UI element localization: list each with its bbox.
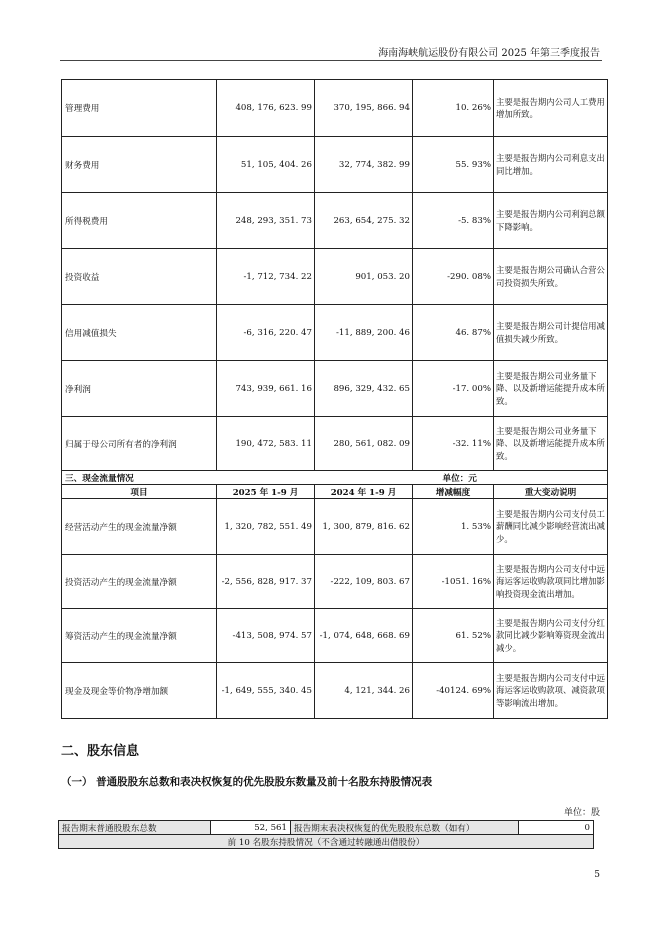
financial-table — [61, 79, 608, 719]
row-change: -32. 11% — [413, 417, 494, 471]
row-change: -290. 08% — [413, 249, 494, 305]
row-item: 现金及现金等价物净增加额 — [62, 663, 217, 719]
page-number: 5 — [594, 870, 600, 880]
row-note: 主要是报告期公司确认合营公司投资损失所致。 — [494, 249, 608, 305]
row-previous: -1, 074, 648, 668. 69 — [315, 609, 413, 663]
row-change: 1. 53% — [413, 499, 494, 555]
table-row — [62, 609, 608, 663]
row-previous: 263, 654, 275. 32 — [315, 193, 413, 249]
row-note: 主要是报告期内公司支付员工薪酬同比减少影响经营流出减少。 — [494, 499, 608, 555]
cash-flow-rows — [62, 499, 608, 719]
row-change: -5. 83% — [413, 193, 494, 249]
table-row — [62, 663, 608, 719]
header-rule — [60, 60, 602, 61]
row-item: 所得税费用 — [62, 193, 217, 249]
table-row — [62, 193, 608, 249]
row-previous: 901, 053. 20 — [315, 249, 413, 305]
row-note: 主要是报告期内公司利润总额下降影响。 — [494, 193, 608, 249]
top10-header-row — [59, 835, 594, 849]
section-title-shareholders: 二、股东信息 — [61, 744, 140, 759]
row-current: -1, 649, 555, 340. 45 — [217, 663, 315, 719]
row-previous: 280, 561, 082. 09 — [315, 417, 413, 471]
col-header-prev: 2024 年 1-9 月 — [315, 485, 413, 499]
row-item: 归属于母公司所有者的净利润 — [62, 417, 217, 471]
row-change: 61. 52% — [413, 609, 494, 663]
row-item: 投资收益 — [62, 249, 217, 305]
col-header-cur: 2025 年 1-9 月 — [217, 485, 315, 499]
row-item: 筹资活动产生的现金流量净额 — [62, 609, 217, 663]
row-current: 408, 176, 623. 99 — [217, 80, 315, 137]
table-row — [62, 137, 608, 193]
row-current: -2, 556, 828, 917. 37 — [217, 555, 315, 609]
row-note: 主要是报告期公司计提信用减值损失减少所致。 — [494, 305, 608, 361]
row-previous: -11, 889, 200. 46 — [315, 305, 413, 361]
sh-value2: 0 — [519, 821, 594, 835]
table-row — [62, 555, 608, 609]
row-note: 主要是报告期内公司利息支出同比增加。 — [494, 137, 608, 193]
row-previous: 896, 329, 432. 65 — [315, 361, 413, 417]
row-current: 51, 105, 404. 26 — [217, 137, 315, 193]
sh-label2: 报告期末表决权恢复的优先股股东总数（如有） — [291, 821, 519, 835]
row-change: -17. 00% — [413, 361, 494, 417]
row-current: 743, 939, 661. 16 — [217, 361, 315, 417]
row-note: 主要是报告期内公司支付中远海运客运收购款项同比增加影响投资现金流出增加。 — [494, 555, 608, 609]
table-row — [62, 249, 608, 305]
row-current: 190, 472, 583. 11 — [217, 417, 315, 471]
row-note: 主要是报告期内公司人工费用增加所致。 — [494, 80, 608, 137]
cash-section-row — [62, 471, 608, 485]
table-row — [62, 417, 608, 471]
subsection-title: （一） 普通股股东总数和表决权恢复的优先股股东数量及前十名股东持股情况表 — [61, 776, 433, 788]
row-change: 55. 93% — [413, 137, 494, 193]
row-current: 248, 293, 351. 73 — [217, 193, 315, 249]
cash-section-title: 三、现金流量情况 — [62, 471, 413, 485]
row-change: 10. 26% — [413, 80, 494, 137]
shareholder-count-row — [59, 821, 594, 835]
row-previous: -222, 109, 803. 67 — [315, 555, 413, 609]
sh-label: 报告期末普通股股东总数 — [59, 821, 211, 835]
shareholder-table — [58, 820, 594, 849]
cash-section-unit: 单位：元 — [413, 471, 608, 485]
shareholder-unit: 单位：股 — [563, 808, 600, 818]
page-header: 海南海峡航运股份有限公司 2025 年第三季度报告 — [378, 48, 600, 59]
table-row — [62, 361, 608, 417]
row-item: 投资活动产生的现金流量净额 — [62, 555, 217, 609]
col-header-chg: 增减幅度 — [413, 485, 494, 499]
row-note: 主要是报告期公司业务量下降、以及新增运能提升成本所致。 — [494, 417, 608, 471]
table-row — [62, 305, 608, 361]
top10-title: 前 10 名股东持股情况（不含通过转融通出借股份） — [59, 835, 594, 849]
row-item: 管理费用 — [62, 80, 217, 137]
row-note: 主要是报告期内公司支付分红款同比减少影响筹资现金流出减少。 — [494, 609, 608, 663]
col-header-note: 重大变动说明 — [494, 485, 608, 499]
row-previous: 32, 774, 382. 99 — [315, 137, 413, 193]
row-current: 1, 320, 782, 551. 49 — [217, 499, 315, 555]
row-previous: 1, 300, 879, 816. 62 — [315, 499, 413, 555]
row-item: 经营活动产生的现金流量净额 — [62, 499, 217, 555]
row-note: 主要是报告期公司业务量下降、以及新增运能提升成本所致。 — [494, 361, 608, 417]
row-note: 主要是报告期内公司支付中远海运客运收购款项、减资款项等影响流出增加。 — [494, 663, 608, 719]
row-item: 信用减值损失 — [62, 305, 217, 361]
sh-value: 52, 561 — [211, 821, 291, 835]
table-row — [62, 80, 608, 137]
row-change: -1051. 16% — [413, 555, 494, 609]
row-current: -413, 508, 974. 57 — [217, 609, 315, 663]
row-item: 净利润 — [62, 361, 217, 417]
row-change: 46. 87% — [413, 305, 494, 361]
table-row — [62, 499, 608, 555]
row-current: -1, 712, 734. 22 — [217, 249, 315, 305]
income-change-rows — [62, 80, 608, 471]
row-change: -40124. 69% — [413, 663, 494, 719]
row-previous: 4, 121, 344. 26 — [315, 663, 413, 719]
cash-header-row — [62, 485, 608, 499]
row-item: 财务费用 — [62, 137, 217, 193]
row-previous: 370, 195, 866. 94 — [315, 80, 413, 137]
row-current: -6, 316, 220. 47 — [217, 305, 315, 361]
col-header-item: 项目 — [62, 485, 217, 499]
